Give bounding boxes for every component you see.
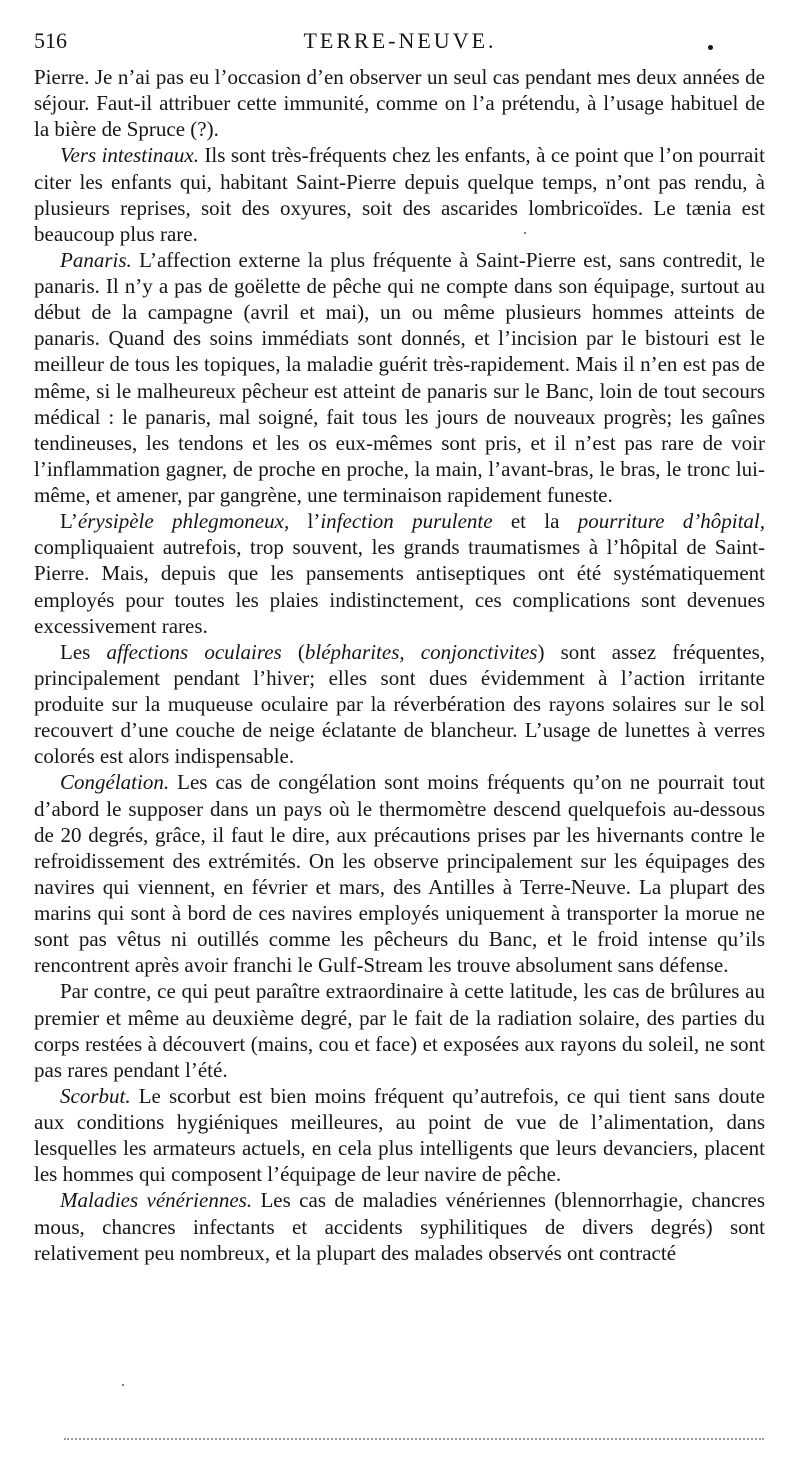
paragraph-lead: Maladies vénériennes.	[60, 1188, 253, 1213]
paragraph	[34, 1083, 765, 1188]
text-run: L’	[60, 509, 78, 534]
print-speck	[122, 1384, 124, 1386]
paragraph-lead: Congélation.	[60, 770, 170, 795]
body-text	[34, 64, 765, 1266]
text-run: ) sont assez fréquentes, principalement pendant l’hiver; elles sont dues évidemment à l’action irritante produite sur la muqueuse oculaire par la réverbération des rayons solaires sur le sol recouvert d’une couche de neige éclatante de blancheur. L’usage de lunettes à verres colorés est alors indispensable.	[34, 639, 765, 769]
paragraph-body: L’affection externe la plus fréquente à Saint-Pierre est, sans contredit, le panaris. Il n’y a pas de goëlette de pêche qui ne compte dans son équipage, surtout au début de la campagne (avril et mai), un ou même plusieurs hommes atteints de panaris. Quand des soins immédiats sont donnés, et l’incision par le bistouri est le meilleur de tous les topiques, la maladie guérit très-rapidement. Mais il n’en est pas de même, si le malheureux pêcheur est atteint de panaris sur le Banc, loin de tout secours médical : le panaris, mal soigné, fait tous les jours de nouveaux progrès; les gaînes tendineuses, les tendons et les os eux-mêmes sont pris, et il n’est pas rare de voir l’inflammation gagner, de proche en proche, la main, l’avant-bras, le bras, le tronc lui-même, et amener, par gangrène, une terminaison rapidement funeste.	[34, 247, 765, 507]
paragraph	[34, 1187, 765, 1265]
paragraph-body: Les cas de maladies vénériennes (blennorrhagie, chancres mous, chancres infectants et accidents syphilitiques de divers degrés) sont relativement peu nombreux, et la plupart des malades observés ont contracté	[34, 1188, 765, 1265]
paragraph-lead: Panaris.	[60, 247, 132, 272]
paragraph-body: Le scorbut est bien moins fréquent qu’autrefois, ce qui tient sans doute aux conditions hygiéniques meilleures, au point de vue de l’alimentation, dans lesquelles les armateurs actuels, en cela plus intelligents que leurs devanciers, placent les hommes qui composent l’équipage de leur navire de pêche.	[34, 1083, 765, 1187]
print-speck	[524, 232, 526, 234]
text-run-italic: infection purulente	[320, 509, 493, 534]
text-run: l’	[289, 509, 321, 534]
text-run: Les	[60, 639, 107, 664]
paragraph	[34, 769, 765, 978]
paragraph	[34, 508, 765, 639]
text-run: compliquaient autrefois, trop souvent, les grands traumatismes à l’hôpital de Saint-Pierre. Mais, depuis que les pansements antiseptiques ont été systématiquement employés pour toutes les plaies indistinctement, ces complications sont devenues excessivement rares.	[34, 535, 765, 638]
paragraph: Pierre. Je n’ai pas eu l’occasion d’en observer un seul cas pendant mes deux années de séjour. Faut-il attribuer cette immunité, comme on l’a prétendu, à l’usage habituel de la bière de Spruce (?).	[34, 65, 765, 142]
page-number: 516	[34, 28, 67, 53]
text-run-italic: érysipèle phlegmoneux,	[77, 509, 290, 534]
text-run-italic: pourriture d’hôpital,	[577, 509, 766, 534]
paragraph: Par contre, ce qui peut paraître extraordinaire à cette latitude, les cas de brûlures au premier et même au deuxième degré, par le fait de la radiation solaire, des parties du corps restées à découvert (mains, cou et face) et exposées aux rayons du soleil, ne sont pas rares pendant l’été.	[34, 979, 765, 1082]
running-title: TERRE-NEUVE.	[303, 28, 497, 53]
paragraph-lead: Vers intestinaux.	[60, 143, 199, 168]
text-run-italic: affections oculaires	[106, 639, 282, 664]
paragraph	[34, 639, 765, 770]
bottom-rule	[64, 1438, 764, 1440]
paragraph	[34, 142, 765, 247]
paragraph	[34, 247, 765, 508]
text-run: et la	[492, 509, 578, 534]
text-run-italic: blépharites, conjonctivites	[304, 639, 538, 664]
running-head	[34, 28, 766, 58]
ink-dot	[708, 45, 713, 50]
text-run: (	[281, 639, 305, 664]
paragraph-body: Les cas de congélation sont moins fréquents qu’on ne pourrait tout d’abord le supposer dans un pays où le thermomètre descend quelquefois au-dessous de 20 degrés, grâce, il faut le dire, aux précautions prises par les hivernants contre le refroidissement des extrémités. On les observe principalement sur les équipages des navires qui viennent, en février et mars, des Antilles à Terre-Neuve. La plupart des marins qui sont à bord de ces navires employés uniquement à transporter la morue ne sont pas vêtus ni outillés comme les pêcheurs du Banc, et le froid intense qu’ils rencontrent après avoir franchi le Gulf-Stream les trouve absolument sans défense.	[34, 770, 765, 978]
paragraph-lead: Scorbut.	[60, 1083, 131, 1108]
paragraph-body: Ils sont très-fréquents chez les enfants, à ce point que l’on pourrait citer les enfants qui, habitant Saint-Pierre depuis quelque temps, n’ont pas rendu, à plusieurs reprises, soit des oxyures, soit des ascarides lombricoïdes. Le tænia est beaucoup plus rare.	[34, 143, 765, 246]
